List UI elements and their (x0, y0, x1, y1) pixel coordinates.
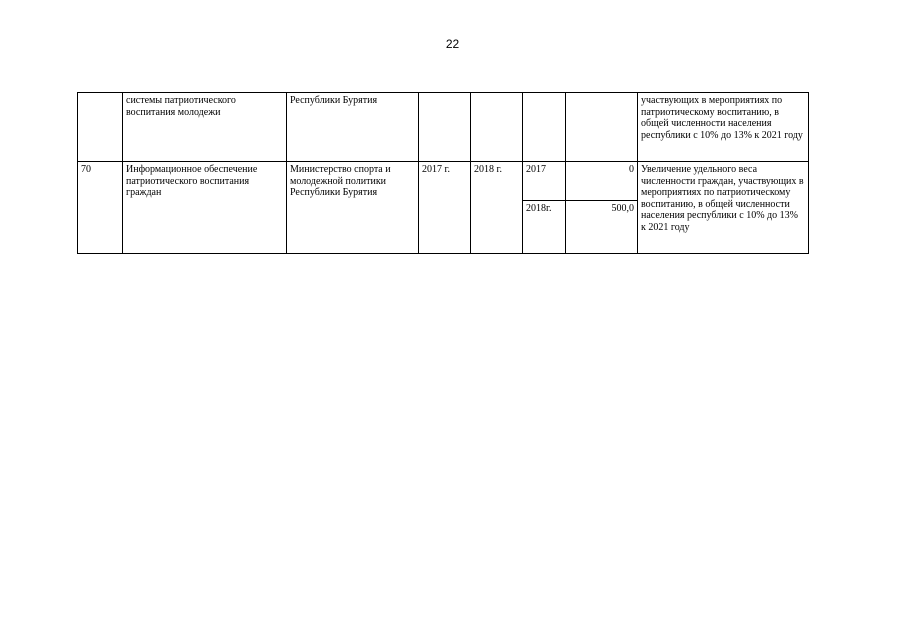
cell-end-year: 2018 г. (471, 162, 523, 254)
cell-funding-amount: 0 (566, 162, 638, 201)
cell-number (78, 93, 123, 162)
table-row (78, 93, 809, 162)
table-row (78, 162, 809, 201)
page-number: 22 (445, 37, 460, 51)
cell-funding-year: 2017 (523, 162, 566, 201)
program-table (77, 92, 809, 254)
cell-funding-amount: 500,0 (566, 201, 638, 254)
cell-expected-result: участвующих в мероприятиях по патриотическому воспитанию, в общей численности населения республики с 10% до 13% к 2021 году (638, 93, 809, 162)
cell-funding-year (523, 93, 566, 162)
cell-end-year (471, 93, 523, 162)
cell-responsible: Республики Бурятия (287, 93, 419, 162)
cell-start-year (419, 93, 471, 162)
cell-responsible: Министерство спорта и молодежной политики Республики Бурятия (287, 162, 419, 254)
cell-expected-result: Увеличение удельного веса численности граждан, участвующих в мероприятиях по патриотическому воспитанию, в общей численности населения республики с 10% до 13% к 2021 году (638, 162, 809, 254)
cell-event-name: системы патриотического воспитания молодежи (123, 93, 287, 162)
cell-funding-year: 2018г. (523, 201, 566, 254)
cell-event-name: Информационное обеспечение патриотического воспитания граждан (123, 162, 287, 254)
cell-number: 70 (78, 162, 123, 254)
cell-funding-amount (566, 93, 638, 162)
cell-start-year: 2017 г. (419, 162, 471, 254)
